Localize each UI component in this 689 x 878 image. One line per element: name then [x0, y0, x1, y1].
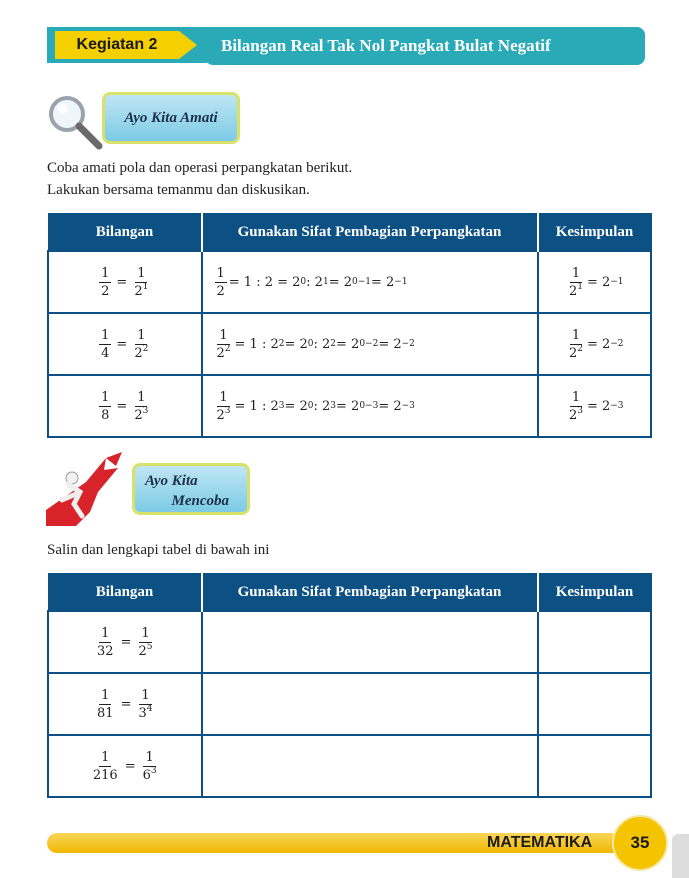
conclusion-cell-empty[interactable]	[538, 673, 652, 735]
number-cell: $\frac{1}{8}$ = $\frac{1}{2^3}$	[48, 375, 202, 437]
page-corner	[672, 834, 689, 878]
number-cell: $\frac{1}{4}$ = $\frac{1}{2^2}$	[48, 313, 202, 375]
try-badge-line-2: Mencoba	[171, 493, 229, 509]
intro-line-2: Lakukan bersama temanmu dan diskusikan.	[47, 182, 310, 198]
magnifier-icon	[45, 92, 105, 152]
number-cell: $\frac{1}{2}$ = $\frac{1}{2^1}$	[48, 251, 202, 313]
exponent-table	[47, 213, 652, 438]
conclusion-cell: $\frac{1}{2^2}$ = 2 −2	[538, 313, 652, 375]
intro-line-1: Coba amati pola dan operasi perpangkatan berikut.	[47, 160, 353, 176]
property-cell-empty[interactable]	[202, 735, 538, 797]
property-cell: $\frac{1}{2}$ = 1 : 2 = 2 0 : 2 1 = 2 0−1 = 2 −1	[202, 251, 538, 313]
conclusion-cell-empty[interactable]	[538, 735, 652, 797]
table-row	[48, 375, 651, 437]
property-cell-empty[interactable]	[202, 673, 538, 735]
number-cell: $\frac{1}{81}$ = $\frac{1}{3^4}$	[48, 673, 202, 735]
table-row	[48, 611, 651, 673]
conclusion-cell: $\frac{1}{2^3}$ = 2 −3	[538, 375, 652, 437]
header-bilangan: Bilangan	[48, 574, 202, 612]
instruction-text: Salin dan lengkapi tabel di bawah ini	[47, 542, 270, 558]
table-row	[48, 673, 651, 735]
header-sifat: Gunakan Sifat Pembagian Perpangkatan	[202, 214, 538, 252]
running-figure-icon	[46, 452, 132, 526]
conclusion-cell-empty[interactable]	[538, 611, 652, 673]
page-number: 35	[612, 815, 668, 871]
number-cell: $\frac{1}{216}$ = $\frac{1}{6^3}$	[48, 735, 202, 797]
observe-badge: Ayo Kita Amati	[102, 92, 240, 144]
conclusion-cell: $\frac{1}{2^1}$ = 2 −1	[538, 251, 652, 313]
header-sifat: Gunakan Sifat Pembagian Perpangkatan	[202, 574, 538, 612]
header-kesimpulan: Kesimpulan	[538, 214, 652, 252]
table-row	[48, 735, 651, 797]
number-cell: $\frac{1}{32}$ = $\frac{1}{2^5}$	[48, 611, 202, 673]
activity-label: Kegiatan 2	[55, 31, 179, 59]
subject-label: MATEMATIKA	[487, 834, 593, 851]
try-badge-line-1: Ayo Kita	[145, 473, 198, 489]
activity-tab	[47, 27, 207, 63]
property-cell: $\frac{1}{2^3}$ = 1 : 2 3 = 2 0 : 2 3 = 2 0−3 = 2 −3	[202, 375, 538, 437]
section-title: Bilangan Real Tak Nol Pangkat Bulat Negatif	[205, 27, 645, 65]
property-cell: $\frac{1}{2^2}$ = 1 : 2 2 = 2 0 : 2 2 = 2 0−2 = 2 −2	[202, 313, 538, 375]
exercise-table	[47, 573, 652, 798]
table-header-row	[48, 574, 651, 612]
property-cell-empty[interactable]	[202, 611, 538, 673]
header-kesimpulan: Kesimpulan	[538, 574, 652, 612]
table-row	[48, 313, 651, 375]
table-header-row	[48, 214, 651, 252]
header-bilangan: Bilangan	[48, 214, 202, 252]
try-badge	[132, 463, 250, 515]
table-row	[48, 251, 651, 313]
activity-arrow	[179, 31, 197, 59]
